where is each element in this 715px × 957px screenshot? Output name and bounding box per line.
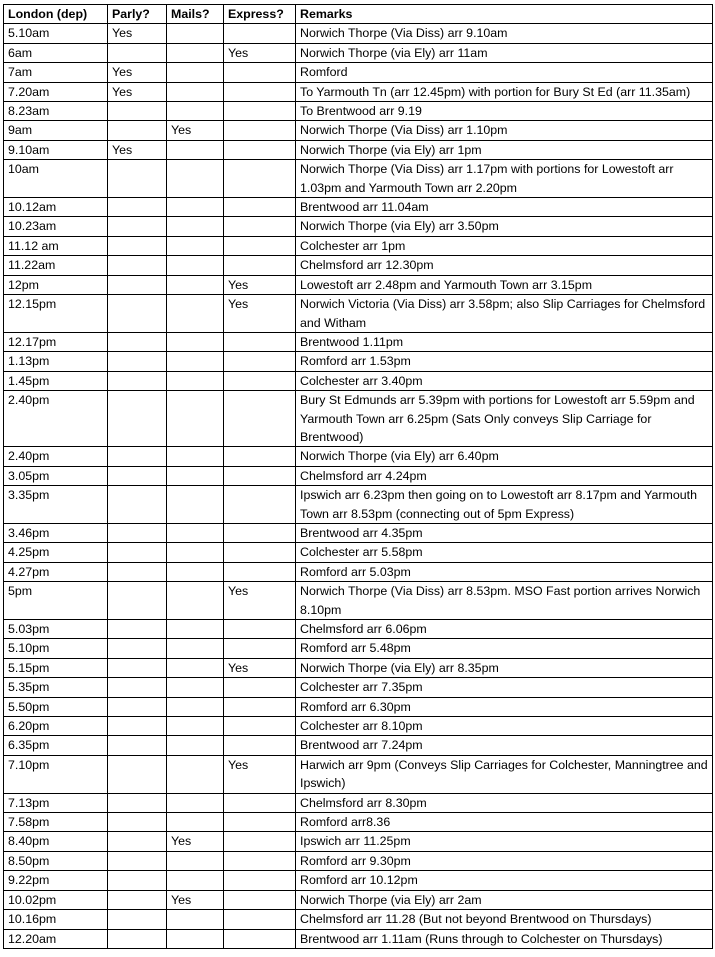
cell-mails xyxy=(167,639,224,658)
cell-express xyxy=(224,371,296,390)
cell-express: Yes xyxy=(224,755,296,793)
cell-parly xyxy=(108,851,167,870)
cell-london-dep: 4.25pm xyxy=(4,543,108,562)
table-row xyxy=(4,562,713,581)
cell-mails xyxy=(167,697,224,716)
cell-remarks: Norwich Thorpe (Via Diss) arr 9.10am xyxy=(296,24,713,43)
cell-express xyxy=(224,678,296,697)
cell-remarks: Romford arr 6.30pm xyxy=(296,697,713,716)
cell-remarks: Romford arr 1.53pm xyxy=(296,352,713,371)
cell-parly xyxy=(108,658,167,677)
cell-remarks: Norwich Thorpe (via Ely) arr 8.35pm xyxy=(296,658,713,677)
cell-london-dep: 7am xyxy=(4,63,108,82)
table-row xyxy=(4,697,713,716)
cell-express: Yes xyxy=(224,43,296,62)
cell-parly xyxy=(108,43,167,62)
cell-express xyxy=(224,256,296,275)
cell-express xyxy=(224,466,296,485)
cell-mails xyxy=(167,620,224,639)
cell-parly xyxy=(108,466,167,485)
cell-express xyxy=(224,639,296,658)
cell-remarks: To Brentwood arr 9.19 xyxy=(296,102,713,121)
table-row xyxy=(4,890,713,909)
cell-mails xyxy=(167,102,224,121)
table-row xyxy=(4,736,713,755)
cell-parly: Yes xyxy=(108,140,167,159)
cell-express xyxy=(224,236,296,255)
table-row xyxy=(4,813,713,832)
cell-parly xyxy=(108,755,167,793)
cell-remarks: Chelmsford arr 8.30pm xyxy=(296,793,713,812)
cell-express: Yes xyxy=(224,658,296,677)
cell-mails xyxy=(167,371,224,390)
cell-parly xyxy=(108,639,167,658)
cell-parly xyxy=(108,543,167,562)
cell-london-dep: 9.10am xyxy=(4,140,108,159)
table-row xyxy=(4,256,713,275)
cell-london-dep: 12pm xyxy=(4,275,108,294)
table-row xyxy=(4,352,713,371)
cell-express xyxy=(224,332,296,351)
table-row xyxy=(4,275,713,294)
cell-mails xyxy=(167,352,224,371)
cell-london-dep: 2.40pm xyxy=(4,447,108,466)
cell-remarks: Norwich Thorpe (via Ely) arr 6.40pm xyxy=(296,447,713,466)
cell-remarks: Colchester arr 7.35pm xyxy=(296,678,713,697)
table-row xyxy=(4,929,713,948)
cell-london-dep: 9am xyxy=(4,121,108,140)
table-row xyxy=(4,391,713,447)
cell-london-dep: 1.13pm xyxy=(4,352,108,371)
cell-london-dep: 12.20am xyxy=(4,929,108,948)
cell-remarks: Bury St Edmunds arr 5.39pm with portions for Lowestoft arr 5.59pm and Yarmouth Town arr 6.25pm (Sats Only conveys Slip Carriage for Brentwood) xyxy=(296,391,713,447)
cell-parly xyxy=(108,217,167,236)
cell-parly xyxy=(108,871,167,890)
cell-express xyxy=(224,82,296,101)
cell-parly xyxy=(108,102,167,121)
cell-mails xyxy=(167,332,224,351)
table-row xyxy=(4,755,713,793)
cell-london-dep: 5.10pm xyxy=(4,639,108,658)
cell-express xyxy=(224,121,296,140)
cell-remarks: Colchester arr 1pm xyxy=(296,236,713,255)
table-row xyxy=(4,658,713,677)
cell-mails xyxy=(167,43,224,62)
cell-mails xyxy=(167,736,224,755)
cell-remarks: Romford arr 9.30pm xyxy=(296,851,713,870)
table-row xyxy=(4,82,713,101)
cell-london-dep: 5.15pm xyxy=(4,658,108,677)
cell-remarks: Chelmsford arr 11.28 (But not beyond Brentwood on Thursdays) xyxy=(296,910,713,929)
cell-london-dep: 11.22am xyxy=(4,256,108,275)
cell-london-dep: 5.03pm xyxy=(4,620,108,639)
cell-london-dep: 7.10pm xyxy=(4,755,108,793)
cell-mails xyxy=(167,63,224,82)
cell-parly xyxy=(108,562,167,581)
table-row xyxy=(4,620,713,639)
cell-express xyxy=(224,929,296,948)
cell-parly xyxy=(108,371,167,390)
cell-parly xyxy=(108,582,167,620)
cell-parly xyxy=(108,391,167,447)
header-mails: Mails? xyxy=(167,5,224,24)
table-row xyxy=(4,371,713,390)
cell-london-dep: 6.20pm xyxy=(4,717,108,736)
cell-remarks: Norwich Thorpe (via Ely) arr 2am xyxy=(296,890,713,909)
cell-parly xyxy=(108,832,167,851)
cell-remarks: Brentwood arr 11.04am xyxy=(296,198,713,217)
cell-parly xyxy=(108,620,167,639)
cell-mails xyxy=(167,717,224,736)
cell-london-dep: 1.45pm xyxy=(4,371,108,390)
cell-express xyxy=(224,486,296,524)
table-row xyxy=(4,639,713,658)
cell-parly xyxy=(108,523,167,542)
cell-remarks: Norwich Thorpe (via Ely) arr 11am xyxy=(296,43,713,62)
cell-london-dep: 3.35pm xyxy=(4,486,108,524)
cell-london-dep: 10.23am xyxy=(4,217,108,236)
cell-parly xyxy=(108,890,167,909)
cell-london-dep: 10.12am xyxy=(4,198,108,217)
cell-london-dep: 8.23am xyxy=(4,102,108,121)
cell-london-dep: 8.50pm xyxy=(4,851,108,870)
cell-mails xyxy=(167,82,224,101)
cell-london-dep: 4.27pm xyxy=(4,562,108,581)
table-row xyxy=(4,63,713,82)
cell-express: Yes xyxy=(224,275,296,294)
cell-parly: Yes xyxy=(108,82,167,101)
cell-express xyxy=(224,871,296,890)
cell-parly xyxy=(108,275,167,294)
table-row xyxy=(4,102,713,121)
cell-parly xyxy=(108,697,167,716)
cell-express xyxy=(224,217,296,236)
cell-london-dep: 8.40pm xyxy=(4,832,108,851)
cell-parly: Yes xyxy=(108,63,167,82)
cell-express xyxy=(224,851,296,870)
cell-parly xyxy=(108,160,167,198)
table-row xyxy=(4,24,713,43)
cell-remarks: Chelmsford arr 4.24pm xyxy=(296,466,713,485)
table-row xyxy=(4,832,713,851)
cell-remarks: Norwich Thorpe (Via Diss) arr 8.53pm. MSO Fast portion arrives Norwich 8.10pm xyxy=(296,582,713,620)
cell-mails: Yes xyxy=(167,121,224,140)
cell-express xyxy=(224,620,296,639)
cell-london-dep: 6am xyxy=(4,43,108,62)
cell-mails xyxy=(167,523,224,542)
cell-remarks: Norwich Thorpe (via Ely) arr 1pm xyxy=(296,140,713,159)
cell-remarks: Chelmsford arr 6.06pm xyxy=(296,620,713,639)
cell-remarks: Norwich Victoria (Via Diss) arr 3.58pm; also Slip Carriages for Chelmsford and Witham xyxy=(296,295,713,333)
cell-mails xyxy=(167,486,224,524)
cell-remarks: Romford arr8.36 xyxy=(296,813,713,832)
table-row xyxy=(4,717,713,736)
table-row xyxy=(4,236,713,255)
cell-remarks: Colchester arr 3.40pm xyxy=(296,371,713,390)
cell-london-dep: 10.02pm xyxy=(4,890,108,909)
table-row xyxy=(4,486,713,524)
cell-remarks: Norwich Thorpe (Via Diss) arr 1.10pm xyxy=(296,121,713,140)
cell-parly xyxy=(108,236,167,255)
cell-remarks: Romford arr 5.03pm xyxy=(296,562,713,581)
cell-express xyxy=(224,543,296,562)
cell-express xyxy=(224,160,296,198)
cell-remarks: Ipswich arr 11.25pm xyxy=(296,832,713,851)
cell-express xyxy=(224,717,296,736)
cell-express xyxy=(224,24,296,43)
cell-express: Yes xyxy=(224,295,296,333)
cell-parly xyxy=(108,352,167,371)
cell-remarks: Lowestoft arr 2.48pm and Yarmouth Town arr 3.15pm xyxy=(296,275,713,294)
cell-parly xyxy=(108,910,167,929)
cell-london-dep: 5.50pm xyxy=(4,697,108,716)
cell-mails xyxy=(167,466,224,485)
cell-london-dep: 11.12 am xyxy=(4,236,108,255)
cell-mails xyxy=(167,295,224,333)
cell-remarks: Brentwood arr 7.24pm xyxy=(296,736,713,755)
cell-parly xyxy=(108,198,167,217)
cell-mails xyxy=(167,813,224,832)
cell-mails xyxy=(167,256,224,275)
cell-london-dep: 5pm xyxy=(4,582,108,620)
cell-london-dep: 12.17pm xyxy=(4,332,108,351)
cell-mails xyxy=(167,275,224,294)
cell-mails xyxy=(167,658,224,677)
cell-remarks: Colchester arr 8.10pm xyxy=(296,717,713,736)
cell-parly xyxy=(108,332,167,351)
table-row xyxy=(4,851,713,870)
header-row xyxy=(4,5,713,24)
cell-london-dep: 7.13pm xyxy=(4,793,108,812)
header-remarks: Remarks xyxy=(296,5,713,24)
cell-remarks: Norwich Thorpe (via Ely) arr 3.50pm xyxy=(296,217,713,236)
cell-express xyxy=(224,523,296,542)
cell-parly: Yes xyxy=(108,24,167,43)
table-row xyxy=(4,871,713,890)
cell-remarks: Colchester arr 5.58pm xyxy=(296,543,713,562)
cell-remarks: Romford arr 5.48pm xyxy=(296,639,713,658)
cell-mails xyxy=(167,198,224,217)
table-row xyxy=(4,543,713,562)
cell-express xyxy=(224,63,296,82)
cell-remarks: Brentwood arr 4.35pm xyxy=(296,523,713,542)
cell-mails xyxy=(167,447,224,466)
cell-remarks: Brentwood 1.11pm xyxy=(296,332,713,351)
table-row xyxy=(4,793,713,812)
cell-parly xyxy=(108,736,167,755)
cell-london-dep: 7.58pm xyxy=(4,813,108,832)
cell-remarks: Chelmsford arr 12.30pm xyxy=(296,256,713,275)
cell-mails xyxy=(167,140,224,159)
cell-parly xyxy=(108,717,167,736)
cell-express xyxy=(224,890,296,909)
cell-mails xyxy=(167,871,224,890)
cell-express: Yes xyxy=(224,582,296,620)
cell-remarks: To Yarmouth Tn (arr 12.45pm) with portion for Bury St Ed (arr 11.35am) xyxy=(296,82,713,101)
cell-london-dep: 7.20am xyxy=(4,82,108,101)
cell-express xyxy=(224,391,296,447)
cell-mails xyxy=(167,910,224,929)
cell-parly xyxy=(108,813,167,832)
cell-remarks: Romford arr 10.12pm xyxy=(296,871,713,890)
cell-mails xyxy=(167,562,224,581)
cell-mails: Yes xyxy=(167,832,224,851)
cell-london-dep: 6.35pm xyxy=(4,736,108,755)
cell-parly xyxy=(108,447,167,466)
cell-express xyxy=(224,352,296,371)
cell-express xyxy=(224,102,296,121)
cell-remarks: Brentwood arr 1.11am (Runs through to Colchester on Thursdays) xyxy=(296,929,713,948)
cell-mails xyxy=(167,160,224,198)
cell-express xyxy=(224,793,296,812)
cell-london-dep: 3.46pm xyxy=(4,523,108,542)
cell-remarks: Harwich arr 9pm (Conveys Slip Carriages for Colchester, Manningtree and Ipswich) xyxy=(296,755,713,793)
table-row xyxy=(4,523,713,542)
cell-london-dep: 3.05pm xyxy=(4,466,108,485)
cell-express xyxy=(224,832,296,851)
cell-mails: Yes xyxy=(167,890,224,909)
cell-express xyxy=(224,813,296,832)
cell-mails xyxy=(167,755,224,793)
table-row xyxy=(4,447,713,466)
cell-remarks: Ipswich arr 6.23pm then going on to Lowestoft arr 8.17pm and Yarmouth Town arr 8.53pm (connecting out of 5pm Express) xyxy=(296,486,713,524)
table-row xyxy=(4,678,713,697)
table-row xyxy=(4,910,713,929)
cell-express xyxy=(224,910,296,929)
cell-london-dep: 5.35pm xyxy=(4,678,108,697)
cell-mails xyxy=(167,678,224,697)
table-row xyxy=(4,332,713,351)
cell-parly xyxy=(108,793,167,812)
table-row xyxy=(4,198,713,217)
table-row xyxy=(4,582,713,620)
cell-mails xyxy=(167,217,224,236)
cell-mails xyxy=(167,793,224,812)
cell-express xyxy=(224,562,296,581)
cell-parly xyxy=(108,121,167,140)
cell-parly xyxy=(108,678,167,697)
cell-remarks: Romford xyxy=(296,63,713,82)
table-row xyxy=(4,43,713,62)
cell-remarks: Norwich Thorpe (Via Diss) arr 1.17pm with portions for Lowestoft arr 1.03pm and Yarmouth Town arr 2.20pm xyxy=(296,160,713,198)
cell-mails xyxy=(167,236,224,255)
timetable-body xyxy=(4,24,713,949)
cell-london-dep: 10.16pm xyxy=(4,910,108,929)
cell-parly xyxy=(108,486,167,524)
table-row xyxy=(4,295,713,333)
cell-london-dep: 9.22pm xyxy=(4,871,108,890)
cell-express xyxy=(224,697,296,716)
cell-parly xyxy=(108,295,167,333)
header-london-dep: London (dep) xyxy=(4,5,108,24)
cell-mails xyxy=(167,929,224,948)
header-parly: Parly? xyxy=(108,5,167,24)
table-row xyxy=(4,217,713,236)
cell-express xyxy=(224,736,296,755)
cell-london-dep: 5.10am xyxy=(4,24,108,43)
header-express: Express? xyxy=(224,5,296,24)
cell-mails xyxy=(167,24,224,43)
cell-london-dep: 12.15pm xyxy=(4,295,108,333)
cell-mails xyxy=(167,391,224,447)
cell-mails xyxy=(167,851,224,870)
cell-parly xyxy=(108,256,167,275)
cell-mails xyxy=(167,543,224,562)
cell-london-dep: 2.40pm xyxy=(4,391,108,447)
cell-express xyxy=(224,140,296,159)
cell-parly xyxy=(108,929,167,948)
table-row xyxy=(4,121,713,140)
cell-express xyxy=(224,198,296,217)
table-row xyxy=(4,140,713,159)
cell-london-dep: 10am xyxy=(4,160,108,198)
cell-express xyxy=(224,447,296,466)
cell-mails xyxy=(167,582,224,620)
table-row xyxy=(4,160,713,198)
train-timetable xyxy=(3,4,713,949)
table-row xyxy=(4,466,713,485)
